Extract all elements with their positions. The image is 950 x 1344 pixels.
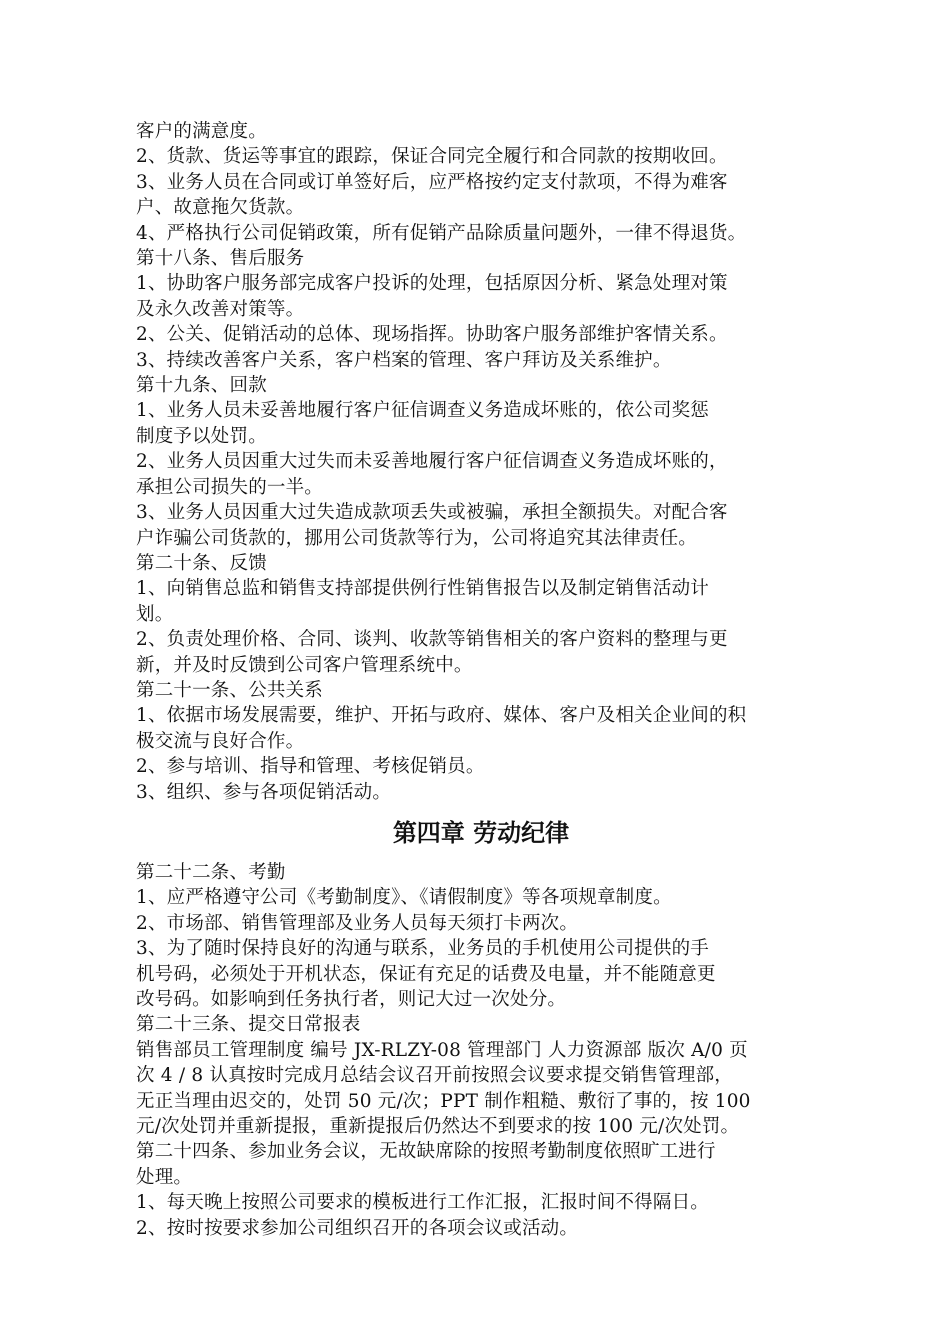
text-line: 4、严格执行公司促销政策，所有促销产品除质量问题外，一律不得退货。	[136, 222, 747, 244]
text-line: 3、持续改善客户关系，客户档案的管理、客户拜访及关系维护。	[136, 349, 672, 371]
text-line: 1、向销售总监和销售支持部提供例行性销售报告以及制定销售活动计	[136, 578, 709, 600]
text-line: 2、参与培训、指导和管理、考核促销员。	[136, 756, 485, 778]
text-line: 改号码。如影响到任务执行者，则记大过一次处分。	[136, 989, 567, 1010]
text-line: 1、应严格遵守公司《考勤制度》、《请假制度》等各项规章制度。	[136, 887, 672, 909]
article-title: 第二十条、反馈	[136, 552, 267, 574]
text-line: 新，并及时反馈到公司客户管理系统中。	[136, 654, 473, 676]
text-line: 制度予以处罚。	[136, 425, 267, 447]
article-title: 第二十三条、提交日常报表	[136, 1014, 361, 1036]
text-line: 2、市场部、销售管理部及业务人员每天须打卡两次。	[136, 912, 579, 934]
text-line: 次 4 / 8 认真按时完成月总结会议召开前按照会议要求提交销售管理部，	[136, 1065, 733, 1087]
chapter-heading: 第四章 劳动纪律	[392, 818, 570, 847]
article-title: 第二十一条、公共关系	[136, 679, 324, 701]
text-line: 户诈骗公司货款的，挪用公司货款等行为，公司将追究其法律责任。	[136, 527, 698, 549]
text-line: 客户的满意度。	[136, 121, 267, 142]
text-line: 1、每天晚上按照公司要求的模板进行工作汇报，汇报时间不得隔日。	[136, 1192, 709, 1214]
text-line: 2、负责处理价格、合同、谈判、收款等销售相关的客户资料的整理与更	[136, 629, 728, 651]
text-line: 及永久改善对策等。	[136, 298, 305, 320]
article-title: 第十九条、回款	[136, 375, 267, 397]
text-line: 划。	[136, 603, 174, 625]
article-title: 第二十四条、参加业务会议，无故缺席除的按照考勤制度依照旷工进行	[136, 1141, 716, 1163]
text-line: 承担公司损失的一半。	[136, 476, 324, 498]
text-block-after	[136, 860, 826, 1241]
text-line: 3、为了随时保持良好的沟通与联系，业务员的手机使用公司提供的手	[136, 938, 709, 960]
text-line: 极交流与良好合作。	[136, 730, 305, 752]
text-line: 2、公关、促销活动的总体、现场指挥。协助客户服务部维护客情关系。	[136, 324, 728, 346]
text-line: 1、业务人员未妥善地履行客户征信调查义务造成坏账的，依公司奖惩	[136, 400, 709, 422]
text-line: 2、业务人员因重大过失而未妥善地履行客户征信调查义务造成坏账的，	[136, 451, 728, 473]
text-line: 1、协助客户服务部完成客户投诉的处理，包括原因分析、紧急处理对策	[136, 273, 728, 295]
article-title: 第二十二条、考勤	[136, 861, 286, 883]
text-line: 户、故意拖欠货款。	[136, 197, 305, 219]
text-line: 2、按时按要求参加公司组织召开的各项会议或活动。	[136, 1217, 579, 1239]
text-line: 处理。	[136, 1166, 193, 1188]
text-line: 2、货款、货运等事宜的跟踪，保证合同完全履行和合同款的按期收回。	[136, 146, 728, 168]
text-line: 机号码，必须处于开机状态，保证有充足的话费及电量，并不能随意更	[136, 963, 716, 985]
text-line: 元/次处罚并重新提报，重新提报后仍然达不到要求的按 100 元/次处罚。	[136, 1116, 740, 1138]
text-line: 无正当理由迟交的，处罚 50 元/次；PPT 制作粗糙、敷衍了事的，按 100	[136, 1090, 751, 1112]
article-title: 第十八条、售后服务	[136, 248, 305, 270]
text-line: 3、业务人员在合同或订单签好后，应严格按约定支付款项，不得为难客	[136, 171, 728, 193]
text-line: 1、依据市场发展需要，维护、开拓与政府、媒体、客户及相关企业间的积	[136, 705, 747, 727]
text-block-before	[136, 119, 826, 805]
text-line: 3、组织、参与各项促销活动。	[136, 781, 392, 803]
text-line: 销售部员工管理制度 编号 JX-RLZY-08 管理部门 人力资源部 版次 A/0 页	[136, 1039, 748, 1061]
document-page	[136, 119, 826, 1241]
text-line: 3、业务人员因重大过失造成款项丢失或被骗，承担全额损失。对配合客	[136, 502, 728, 524]
